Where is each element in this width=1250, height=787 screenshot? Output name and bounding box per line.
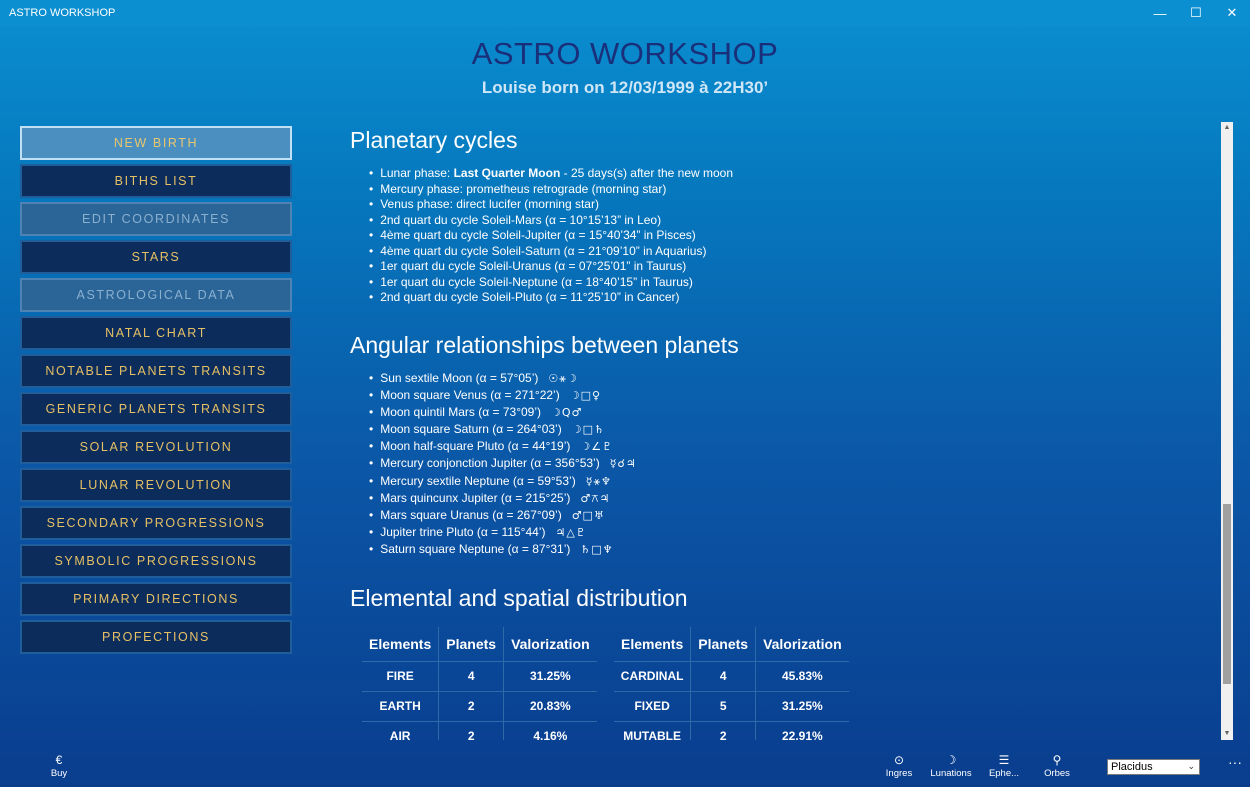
lunar-phase-value: Last Quarter Moon (453, 166, 561, 180)
sidebar (20, 126, 292, 658)
list-item: • 4ème quart du cycle Soleil-Saturn (α = 21°09’10” in Aquarius) (369, 244, 733, 260)
aspect-text: Mars quincunx Jupiter (α = 215°25’) (380, 490, 571, 505)
column-header: Planets (439, 627, 504, 661)
content-panel (330, 122, 1216, 740)
bottom-app-bar (0, 744, 1250, 787)
aspect-glyph-icon: ♂⚻♃ (580, 491, 611, 505)
aspects-title: Angular relationships between planets (350, 332, 739, 358)
aspect-text: Jupiter trine Pluto (α = 115°44’) (380, 524, 546, 539)
ingres-label: Ingres (885, 768, 913, 779)
list-item (369, 524, 637, 541)
ephemeris-label: Ephe... (988, 768, 1020, 779)
wrench-icon: ⚲ (1052, 753, 1062, 767)
table-header-row (614, 627, 849, 661)
list-item: • Venus phase: direct lucifer (morning star) (369, 197, 733, 213)
aspect-glyph-icon: ♄□♆ (580, 542, 614, 556)
ephemeris-button[interactable] (984, 752, 1024, 779)
list-item (369, 438, 637, 455)
sidebar-item-notable-transits[interactable]: NOTABLE PLANETS TRANSITS (20, 354, 292, 388)
sidebar-item-births-list[interactable]: BITHS LIST (20, 164, 292, 198)
column-header: Elements (362, 627, 439, 661)
column-header: Valorization (511, 635, 590, 652)
aspect-text: Moon half-square Pluto (α = 44°19’) (380, 439, 571, 454)
sidebar-item-new-birth[interactable]: NEW BIRTH (20, 126, 292, 160)
table-cell: 20.83% (504, 691, 597, 721)
aspect-glyph-icon: ☿⚹♆ (585, 474, 612, 488)
aspect-text: Mars square Uranus (α = 267°09’) (380, 507, 562, 522)
table-row (362, 661, 597, 691)
table-cell: 2 (439, 721, 504, 740)
table-cell: 31.25% (756, 691, 849, 721)
sidebar-item-astrological-data: ASTROLOGICAL DATA (20, 278, 292, 312)
sidebar-item-edit-coordinates: EDIT COORDINATES (20, 202, 292, 236)
cycles-list (369, 166, 733, 306)
list-item (369, 490, 637, 507)
buy-button[interactable] (45, 752, 73, 779)
lunations-label: Lunations (930, 768, 972, 779)
aspect-text: Mercury conjonction Jupiter (α = 356°53’) (380, 456, 600, 471)
aspect-text: Saturn square Neptune (α = 87°31’) (380, 541, 571, 556)
table-row (362, 691, 597, 721)
list-item: • 4ème quart du cycle Soleil-Jupiter (α = 15°40’34” in Pisces) (369, 228, 733, 244)
table-row (614, 661, 849, 691)
table-cell: 2 (439, 691, 504, 721)
aspect-glyph-icon: ☽□♄ (571, 423, 605, 437)
house-system-value: Placidus (1111, 761, 1153, 773)
sidebar-item-stars[interactable]: STARS (20, 240, 292, 274)
table-cell: EARTH (362, 691, 439, 721)
scroll-thumb[interactable] (1223, 504, 1231, 684)
aspect-glyph-icon: ☉⚹☽ (548, 372, 578, 385)
list-item (369, 473, 637, 490)
maximize-button[interactable]: ☐ (1190, 5, 1202, 20)
table-cell: 4 (439, 661, 504, 691)
aspects-list (369, 370, 637, 558)
list-item: • 1er quart du cycle Soleil-Uranus (α = 07°25’01” in Taurus) (369, 259, 733, 275)
aspect-glyph-icon: ☽∠♇ (580, 440, 613, 454)
minimize-button[interactable]: — (1153, 5, 1167, 21)
ingres-button[interactable] (881, 752, 917, 779)
sidebar-item-primary-directions[interactable]: PRIMARY DIRECTIONS (20, 582, 292, 616)
aspect-text: Sun sextile Moon (α = 57°05’) (380, 371, 539, 385)
house-system-select[interactable] (1107, 759, 1200, 775)
lunar-phase-suffix: - 25 days(s) after the new moon (560, 166, 734, 180)
table-cell: AIR (362, 721, 439, 740)
sidebar-item-generic-transits[interactable]: GENERIC PLANETS TRANSITS (20, 392, 292, 426)
list-item: • 2nd quart du cycle Soleil-Pluto (α = 11°25’10” in Cancer) (369, 290, 733, 306)
table-row (614, 691, 849, 721)
elements-table (362, 627, 597, 740)
list-item: • Mercury phase: prometheus retrograde (morning star) (369, 182, 733, 198)
window-controls (1142, 0, 1250, 26)
column-header: Valorization (763, 635, 842, 652)
sidebar-item-profections[interactable]: PROFECTIONS (20, 620, 292, 654)
table-cell: MUTABLE (614, 721, 691, 740)
scroll-up-arrow-icon[interactable]: ▲ (1223, 124, 1231, 131)
aspect-text: Moon square Venus (α = 271°22’) (380, 388, 560, 403)
aspect-glyph-icon: ☽□♀ (569, 389, 602, 403)
column-header: Elements (614, 627, 691, 661)
sidebar-item-symbolic-progressions[interactable]: SYMBOLIC PROGRESSIONS (20, 544, 292, 578)
aspect-text: Mercury sextile Neptune (α = 59°53’) (380, 473, 576, 488)
sidebar-item-natal-chart[interactable]: NATAL CHART (20, 316, 292, 350)
sidebar-item-lunar-revolution[interactable]: LUNAR REVOLUTION (20, 468, 292, 502)
window-title: ASTRO WORKSHOP (9, 7, 116, 19)
list-item (369, 370, 637, 387)
list-icon: ☰ (998, 753, 1010, 767)
table-row (614, 721, 849, 740)
table-cell: 4.16% (504, 721, 597, 740)
close-button[interactable]: ✕ (1226, 5, 1238, 20)
aspect-glyph-icon: ♂□♅ (571, 508, 605, 522)
sun-icon: ⊙ (893, 753, 905, 767)
euro-icon: € (55, 753, 63, 767)
list-item (369, 507, 637, 524)
distribution-title: Elemental and spatial distribution (350, 585, 688, 611)
list-item (369, 421, 637, 438)
table-cell: 4 (691, 661, 756, 691)
aspect-glyph-icon: ☿☌♃ (609, 457, 637, 471)
buy-label: Buy (50, 768, 68, 779)
aspect-text: Moon quintil Mars (α = 73°09’) (380, 405, 542, 420)
aspect-glyph-icon: ♃△♇ (555, 525, 587, 539)
list-item (369, 166, 733, 182)
orbes-label: Orbes (1044, 768, 1070, 779)
table-cell: 45.83% (756, 661, 849, 691)
column-header: Planets (691, 627, 756, 661)
aspect-glyph-icon: ☽Q♂ (551, 406, 583, 420)
page-title: ASTRO WORKSHOP (471, 36, 779, 71)
list-item (369, 387, 637, 404)
lunar-phase-prefix: Lunar phase: (380, 166, 454, 180)
title-bar (0, 0, 1250, 26)
table-header-row (362, 627, 597, 661)
table-cell: 5 (691, 691, 756, 721)
chevron-down-icon: ⌄ (1187, 761, 1195, 771)
orbes-button[interactable] (1039, 752, 1075, 779)
list-item (369, 541, 637, 558)
scroll-down-arrow-icon[interactable]: ▼ (1223, 730, 1231, 737)
content-scrollbar[interactable] (1221, 122, 1233, 740)
sidebar-item-secondary-progressions[interactable]: SECONDARY PROGRESSIONS (20, 506, 292, 540)
lunations-button[interactable] (928, 752, 974, 779)
cycles-title: Planetary cycles (350, 127, 518, 153)
modes-table (614, 627, 849, 740)
table-cell: FIXED (614, 691, 691, 721)
table-cell: 2 (691, 721, 756, 740)
list-item: • 2nd quart du cycle Soleil-Mars (α = 10°15’13” in Leo) (369, 213, 733, 229)
list-item: • 1er quart du cycle Soleil-Neptune (α = 18°40’15” in Taurus) (369, 275, 733, 291)
more-options-button[interactable]: ··· (1228, 754, 1242, 770)
page-subtitle: Louise born on 12/03/1999 à 22H30’ (481, 78, 769, 97)
aspect-text: Moon square Saturn (α = 264°03’) (380, 422, 562, 437)
moon-icon: ☽ (945, 753, 957, 767)
list-item (369, 455, 637, 472)
table-cell: CARDINAL (614, 661, 691, 691)
table-cell: 31.25% (504, 661, 597, 691)
list-item (369, 404, 637, 421)
table-cell: 22.91% (756, 721, 849, 740)
table-row (362, 721, 597, 740)
sidebar-item-solar-revolution[interactable]: SOLAR REVOLUTION (20, 430, 292, 464)
table-cell: FIRE (362, 661, 439, 691)
